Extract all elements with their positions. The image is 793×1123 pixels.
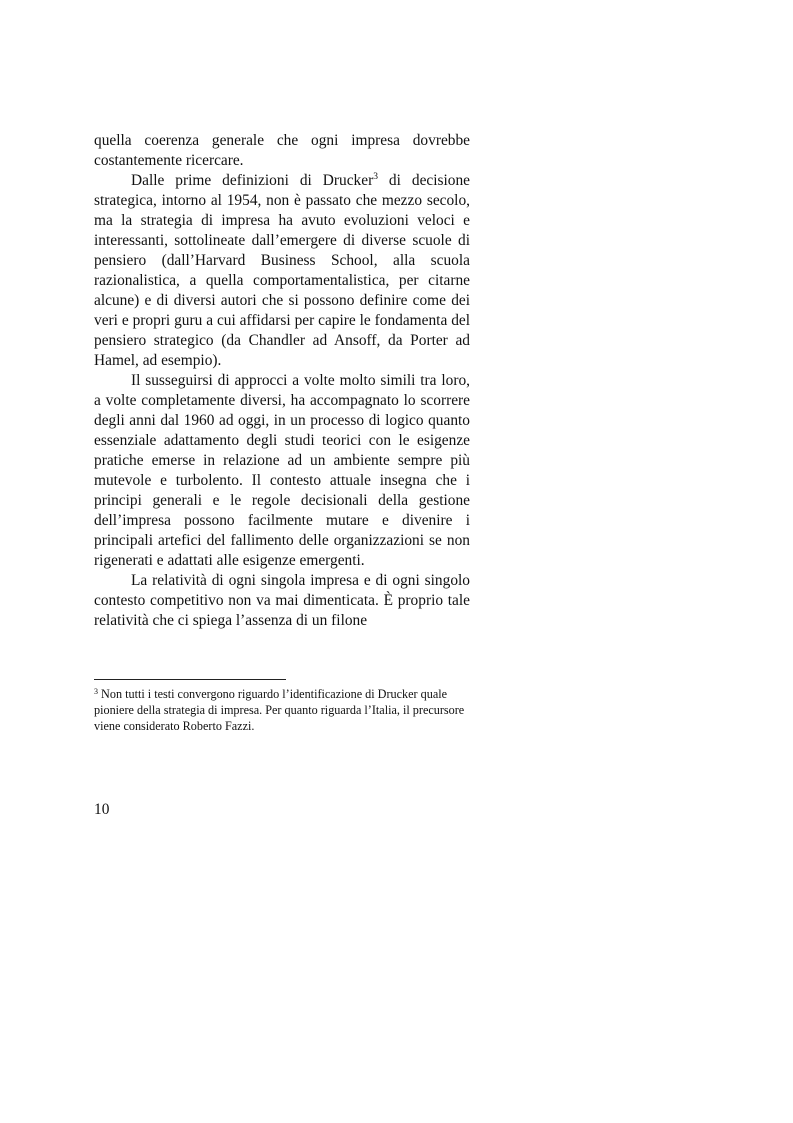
main-text (94, 131, 470, 631)
footnote-marker: 3 (94, 687, 98, 696)
paragraph-continuation: quella coerenza generale che ogni impresa dovrebbe costantemente ricercare. (94, 132, 470, 169)
paragraph-drucker-rest: di decisione strategica, intorno al 1954, non è passato che mezzo secolo, ma la strategia di impresa ha avuto evoluzioni veloci e interessanti, sottolineate dall’emergere di diverse scuole di pensiero (dall’Harvard Business School, alla scuola razionalistica, a quella comportamentalistica, per citarne alcune) e di diversi autori che si possono definire come dei veri e propri guru a cui affidarsi per capire le fondamenta del pensiero strategico (da Chandler ad Ansoff, da Porter ad Hamel, ad esempio). (94, 172, 470, 369)
page-number: 10 (94, 801, 110, 818)
footnote-text: Non tutti i testi convergono riguardo l’identificazione di Drucker quale pioniere della strategia di impresa. Per quanto riguarda l’Italia, il precursore viene considerato Roberto Fazzi. (94, 687, 465, 733)
footnote-reference: 3 (373, 172, 378, 182)
paragraph-drucker-start: Dalle prime definizioni di Drucker (131, 172, 374, 189)
footnote (94, 686, 470, 734)
paragraph-drucker (94, 171, 470, 371)
footnote-separator (94, 679, 286, 680)
paragraph-relativity: La relatività di ogni singola impresa e di ogni singolo contesto competitivo non va mai dimenticata. È proprio tale relatività che ci spiega l’assenza di un filone (94, 572, 470, 629)
paragraph-approaches: Il susseguirsi di approcci a volte molto simili tra loro, a volte completamente diversi, ha accompagnato lo scorrere degli anni dal 1960 ad oggi, in un processo di logico quanto essenziale adattamento degli studi teorici con le esigenze pratiche emerse in relazione ad un ambiente sempre più mutevole e turbolento. Il contesto attuale insegna che i principi generali e le regole decisionali della gestione dell’impresa possono facilmente mutare e divenire i principali artefici del fallimento delle organizzazioni se non rigenerati e adattati alle esigenze emergenti. (94, 372, 470, 569)
